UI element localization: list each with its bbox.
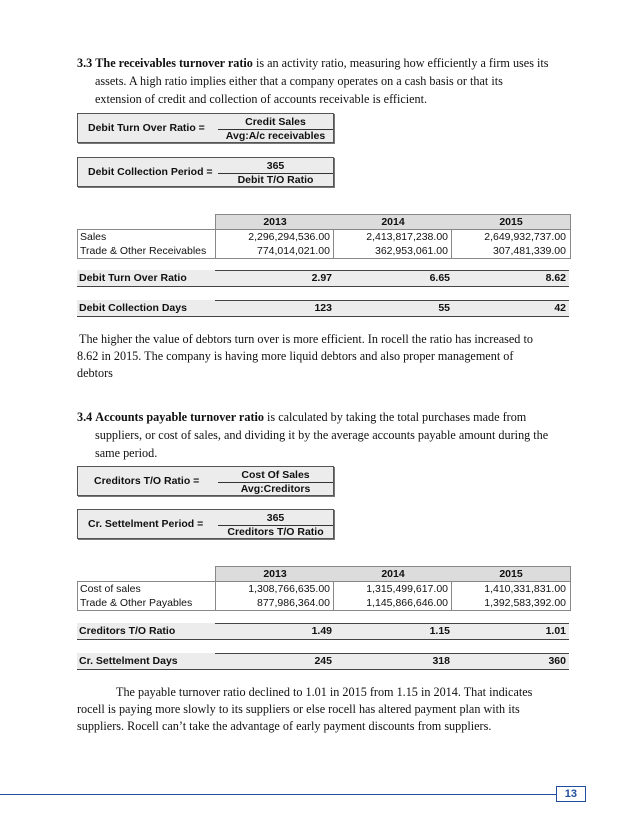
section-3-3-conclusion-line3: debtors — [77, 366, 113, 380]
ratio-value: 318 — [432, 655, 450, 667]
ratio-value: 2.97 — [311, 272, 332, 284]
section-3-4-intro-line2: suppliers, or cost of sales, and dividing it by the average accounts payable amount during the — [95, 428, 549, 442]
formula-numerator: 365 — [266, 160, 285, 172]
section-3-3-conclusion-line2: 8.62 in 2015. The company is having more liquid debtors and also proper management of — [77, 349, 514, 363]
table-row — [77, 244, 571, 259]
table-row — [77, 596, 571, 611]
cell-value: 1,308,766,635.00 — [215, 582, 334, 596]
cell-value: 1,145,866,646.00 — [333, 596, 452, 610]
cell-value: 1,410,331,831.00 — [451, 582, 570, 596]
section-3-4-intro — [77, 408, 577, 426]
debit-collection-formula — [77, 157, 334, 187]
ratio-value: 1.01 — [545, 625, 566, 637]
section-3-3-intro — [77, 54, 577, 72]
ratio-value: 245 — [314, 655, 332, 667]
year-header: 2013 — [263, 568, 287, 580]
section-3-3-number: 3.3 — [77, 56, 93, 70]
formula-denominator: Creditors T/O Ratio — [227, 526, 324, 538]
creditors-turnover-formula — [77, 466, 334, 496]
formula-label: Creditors T/O Ratio = — [94, 475, 200, 487]
section-3-4-conclusion-line3: suppliers. Rocell can’t take the advantage of early payment discounts from suppliers. — [77, 719, 492, 733]
cell-value: 2,296,294,536.00 — [215, 230, 334, 244]
section-3-3-intro-line3: extension of credit and collection of accounts receivable is efficient. — [95, 92, 428, 106]
cr-settlement-formula — [77, 509, 334, 539]
table-row — [77, 581, 571, 597]
formula-label: Debit Turn Over Ratio = — [88, 122, 205, 134]
formula-numerator: Cost Of Sales — [241, 469, 310, 481]
section-3-4-intro-line1: is calculated by taking the total purchases made from — [267, 410, 527, 424]
cell-value: 307,481,339.00 — [451, 244, 570, 258]
cr-settlement-days-row — [77, 653, 569, 670]
year-header: 2015 — [499, 216, 523, 228]
ratio-value: 123 — [314, 302, 332, 314]
cell-value: 2,413,817,238.00 — [333, 230, 452, 244]
cell-value: 362,953,061.00 — [333, 244, 452, 258]
year-header: 2014 — [381, 216, 405, 228]
ratio-value: 42 — [554, 302, 566, 314]
row-label: Cost of sales — [80, 583, 141, 595]
cell-value: 1,315,499,617.00 — [333, 582, 452, 596]
formula-denominator: Debit T/O Ratio — [237, 174, 314, 186]
cell-value: 774,014,021.00 — [215, 244, 334, 258]
debit-collection-days-row — [77, 300, 569, 317]
ratio-label: Creditors T/O Ratio — [79, 625, 176, 637]
cell-value: 1,392,583,392.00 — [451, 596, 570, 610]
payables-table-header — [215, 566, 571, 582]
section-3-4-conclusion-line2: rocell is paying more slowly to its suppliers or else rocell has altered payment plan with its — [77, 702, 520, 716]
debit-turnover-ratio-row — [77, 270, 569, 287]
section-3-3-intro-line2: assets. A high ratio implies either that a company operates on a cash basis or that its — [95, 74, 503, 88]
cell-value: 877,986,364.00 — [215, 596, 334, 610]
ratio-value: 6.65 — [429, 272, 450, 284]
ratio-value: 1.15 — [429, 625, 450, 637]
formula-numerator: 365 — [266, 512, 285, 524]
formula-numerator: Credit Sales — [245, 116, 306, 128]
section-3-4-number: 3.4 — [77, 410, 93, 424]
ratio-value: 55 — [438, 302, 450, 314]
formula-denominator: Avg:Creditors — [240, 483, 311, 495]
row-label: Sales — [80, 231, 107, 243]
section-3-4-title: Accounts payable turnover ratio — [95, 410, 264, 424]
formula-label: Debit Collection Period = — [88, 166, 213, 178]
receivables-table-header — [215, 214, 571, 230]
page-number: 13 — [556, 786, 586, 802]
year-header: 2015 — [499, 568, 523, 580]
formula-label: Cr. Settelment Period = — [88, 518, 204, 530]
year-header: 2013 — [263, 216, 287, 228]
year-header: 2014 — [381, 568, 405, 580]
table-row — [77, 229, 571, 245]
section-3-3-conclusion-line1: The higher the value of debtors turn over is more efficient. In rocell the ratio has increased to — [79, 332, 533, 346]
cell-value: 2,649,932,737.00 — [451, 230, 570, 244]
formula-denominator: Avg:A/c receivables — [225, 130, 326, 142]
ratio-value: 1.49 — [311, 625, 332, 637]
footer-rule — [0, 794, 586, 795]
section-3-4-intro-line3: same period. — [95, 446, 158, 460]
ratio-label: Cr. Settelment Days — [79, 655, 178, 667]
debit-turnover-formula — [77, 113, 334, 143]
section-3-3-title: The receivables turnover ratio — [95, 56, 253, 70]
ratio-value: 8.62 — [545, 272, 566, 284]
ratio-label: Debit Collection Days — [79, 302, 187, 314]
row-label: Trade & Other Payables — [80, 597, 193, 609]
section-3-4-conclusion-line1: The payable turnover ratio declined to 1.01 in 2015 from 1.15 in 2014. That indicates — [116, 685, 533, 699]
ratio-value: 360 — [548, 655, 566, 667]
creditors-turnover-ratio-row — [77, 623, 569, 640]
row-label: Trade & Other Receivables — [80, 245, 207, 257]
ratio-label: Debit Turn Over Ratio — [79, 272, 187, 284]
section-3-3-intro-line1: is an activity ratio, measuring how efficiently a firm uses its — [255, 56, 549, 70]
